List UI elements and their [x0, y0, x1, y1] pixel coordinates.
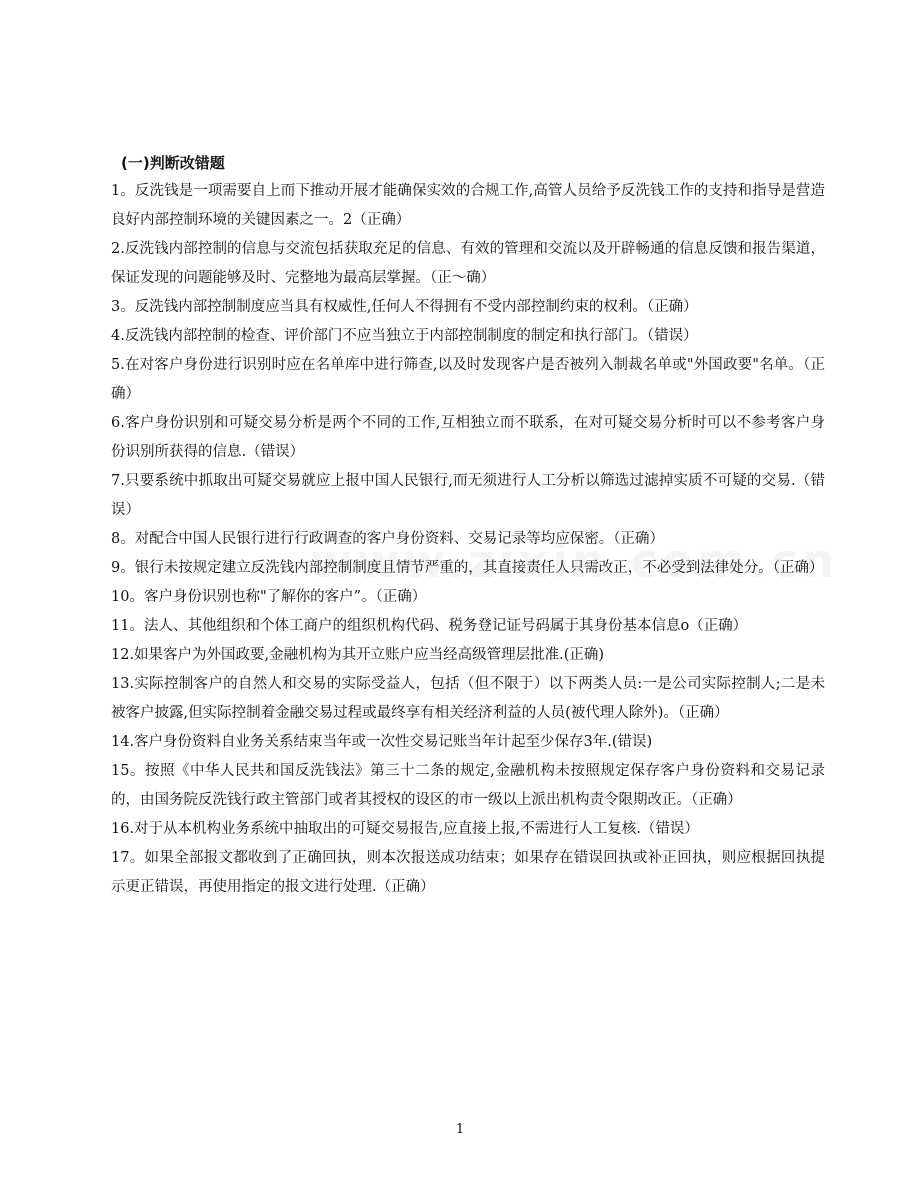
document-body: [111, 149, 825, 902]
question-item-16: 16.对于从本机构业务系统中抽取出的可疑交易报告,应直接上报,不需进行人工复核.（错误）: [111, 821, 699, 837]
question-item-15: 15。按照《中华人民共和国反洗钱法》第三十二条的规定,金融机构未按照规定保存客户身份资料和交易记录的，由国务院反洗钱行政主管部门或者其授权的设区的市一级以上派出机构责令限期改正。（正确）: [111, 763, 825, 808]
question-item-6: 6.客户身份识别和可疑交易分析是两个不同的工作,互相独立而不联系，在对可疑交易分析时可以不参考客户身份识别所获得的信息.（错误）: [111, 415, 825, 460]
question-item-8: 8。对配合中国人民银行进行行政调查的客户身份资料、交易记录等均应保密。（正确）: [111, 531, 664, 547]
question-item-1: 1。反洗钱是一项需要自上而下推动开展才能确保实效的合规工作,高管人员给予反洗钱工作的支持和指导是营造良好内部控制环境的关键因素之一。2（正确）: [111, 183, 825, 228]
question-item-12: 12.如果客户为外国政要,金融机构为其开立账户应当经高级管理层批准.(正确): [111, 647, 605, 663]
question-item-11: 11。法人、其他组织和个体工商户的组织机构代码、税务登记证号码属于其身份基本信息o（正确）: [111, 618, 748, 634]
question-item-14: 14.客户身份资料自业务关系结束当年或一次性交易记账当年计起至少保存3年.(错误): [111, 734, 653, 750]
page-number: 1: [455, 1122, 465, 1137]
question-item-9: 9。银行未按规定建立反洗钱内部控制制度且情节严重的，其直接责任人只需改正，不必受到法律处分。（正确）: [111, 560, 824, 576]
question-item-3: 3。反洗钱内部控制制度应当具有权威性,任何人不得拥有不受内部控制约束的权利。（正确）: [111, 299, 698, 315]
question-item-7: 7.只要系统中抓取出可疑交易就应上报中国人民银行,而无须进行人工分析以筛选过滤掉实质不可疑的交易.（错误）: [111, 473, 825, 518]
question-item-13: 13.实际控制客户的自然人和交易的实际受益人，包括（但不限于）以下两类人员:一是公司实际控制人;二是未被客户披露,但实际控制着金融交易过程或最终享有相关经济利益的人员(被代理人除外)。（正确）: [111, 676, 825, 721]
section-title: (一)判断改错题: [121, 154, 225, 172]
question-item-10: 10。客户身份识别也称"了解你的客户”。（正确）: [111, 589, 427, 605]
question-item-17: 17。如果全部报文都收到了正确回执，则本次报送成功结束；如果存在错误回执或补正回执，则应根据回执提示更正错误，再使用指定的报文进行处理.（正确）: [111, 850, 825, 895]
question-item-4: 4.反洗钱内部控制的检查、评价部门不应当独立于内部控制制度的制定和执行部门。（错误）: [111, 328, 698, 344]
question-item-2: 2.反洗钱内部控制的信息与交流包括获取充足的信息、有效的管理和交流以及开辟畅通的信息反馈和报告渠道，保证发现的问题能够及时、完整地为最高层掌握。（正～确）: [111, 241, 825, 286]
question-item-5: 5.在对客户身份进行识别时应在名单库中进行筛查,以及时发现客户是否被列入制裁名单或"外国政要"名单。（正确）: [111, 357, 825, 402]
